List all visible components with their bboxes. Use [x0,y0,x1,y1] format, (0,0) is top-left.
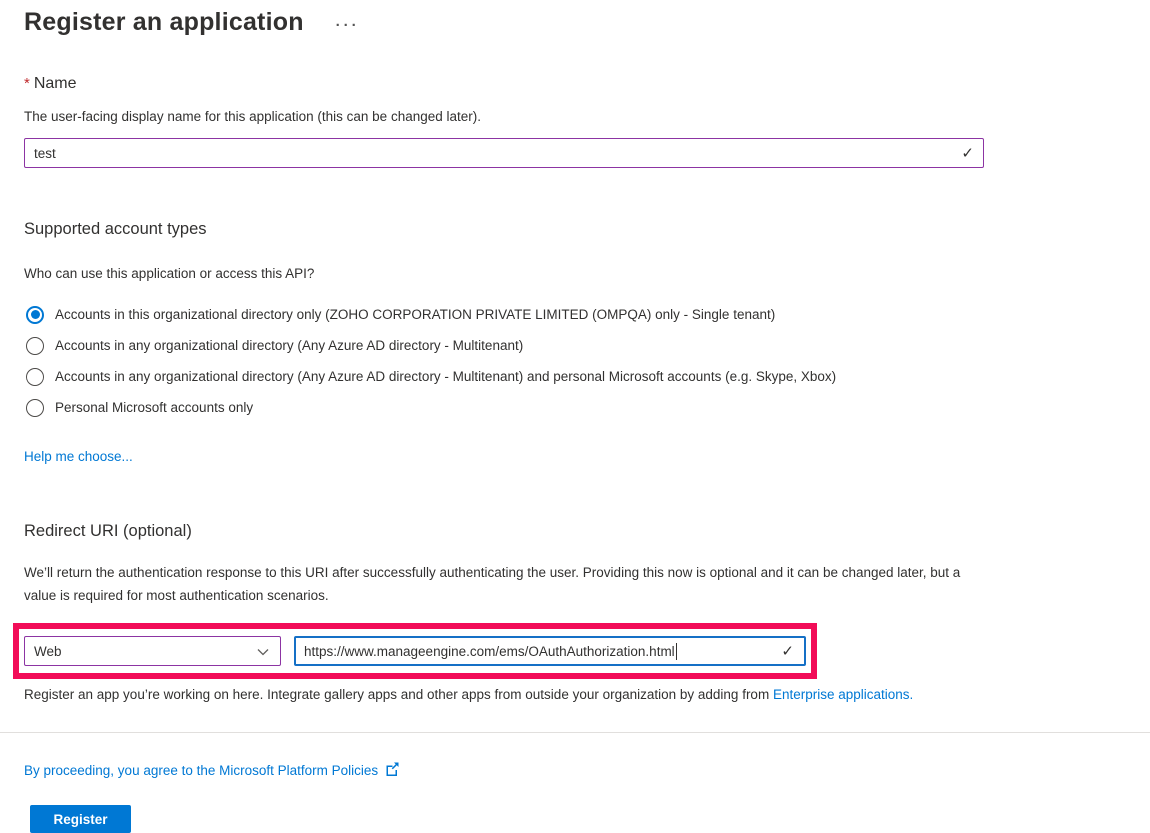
platform-selected-value: Web [34,643,62,659]
radio-label: Accounts in any organizational directory (Any Azure AD directory - Multitenant) [55,338,524,353]
radio-label: Accounts in any organizational directory (Any Azure AD directory - Multitenant) and personal Microsoft accounts (e.g. Skype, Xbox) [55,369,837,384]
valid-check-icon: ✓ [961,145,974,162]
help-me-choose-link[interactable]: Help me choose... [24,449,133,464]
footer-divider [0,732,1150,733]
redirect-uri-description: We’ll return the authentication response to this URI after successfully authenticating the user. Providing this now is optional and it can be changed later, but a value is required for most authentication scenarios. [24,565,961,603]
account-types-radio-group [24,299,1126,423]
page-title: Register an application [24,8,304,36]
radio-label: Personal Microsoft accounts only [55,400,254,415]
valid-check-icon: ✓ [781,643,794,660]
name-label-text: Name [33,75,77,92]
external-link-icon[interactable] [385,761,400,779]
radio-option-multitenant-personal[interactable] [24,361,1126,392]
enterprise-applications-link[interactable]: Enterprise applications. [772,687,914,702]
enterprise-apps-note [24,687,1126,702]
name-label [24,75,1126,93]
redirect-uri-heading: Redirect URI (optional) [24,522,192,540]
radio-unselected-icon[interactable] [26,337,44,355]
name-description: The user-facing display name for this application (this can be changed later). [24,109,481,124]
radio-unselected-icon[interactable] [26,399,44,417]
redirect-uri-highlight-annotation [13,623,817,679]
platform-select-dropdown[interactable] [24,636,281,666]
policy-line [24,761,1126,779]
radio-label: Accounts in this organizational directory only (ZOHO CORPORATION PRIVATE LIMITED (OMPQA) only - Single tenant) [55,307,776,322]
chevron-down-icon [256,645,270,662]
radio-unselected-icon[interactable] [26,368,44,386]
note-text: Register an app you’re working on here. Integrate gallery apps and other apps from outside your organization by adding from [24,687,773,702]
platform-policies-link[interactable]: By proceeding, you agree to the Microsoft Platform Policies [24,762,379,778]
radio-selected-icon[interactable] [26,306,44,324]
name-input-container [24,138,984,168]
radio-option-personal-only[interactable] [24,392,1126,423]
radio-option-multitenant[interactable] [24,330,1126,361]
account-types-question: Who can use this application or access this API? [24,266,315,281]
page-header [24,8,1126,37]
text-caret [676,643,677,660]
register-button[interactable]: Register [30,805,131,833]
required-marker: * [24,75,30,92]
redirect-uri-value: https://www.manageengine.com/ems/OAuthAuthorization.html [304,643,675,659]
more-options-icon[interactable]: ··· [335,17,360,34]
radio-option-single-tenant[interactable] [24,299,1126,330]
redirect-uri-input[interactable] [294,636,806,666]
name-input[interactable] [24,138,984,168]
supported-account-types-heading: Supported account types [24,220,207,238]
